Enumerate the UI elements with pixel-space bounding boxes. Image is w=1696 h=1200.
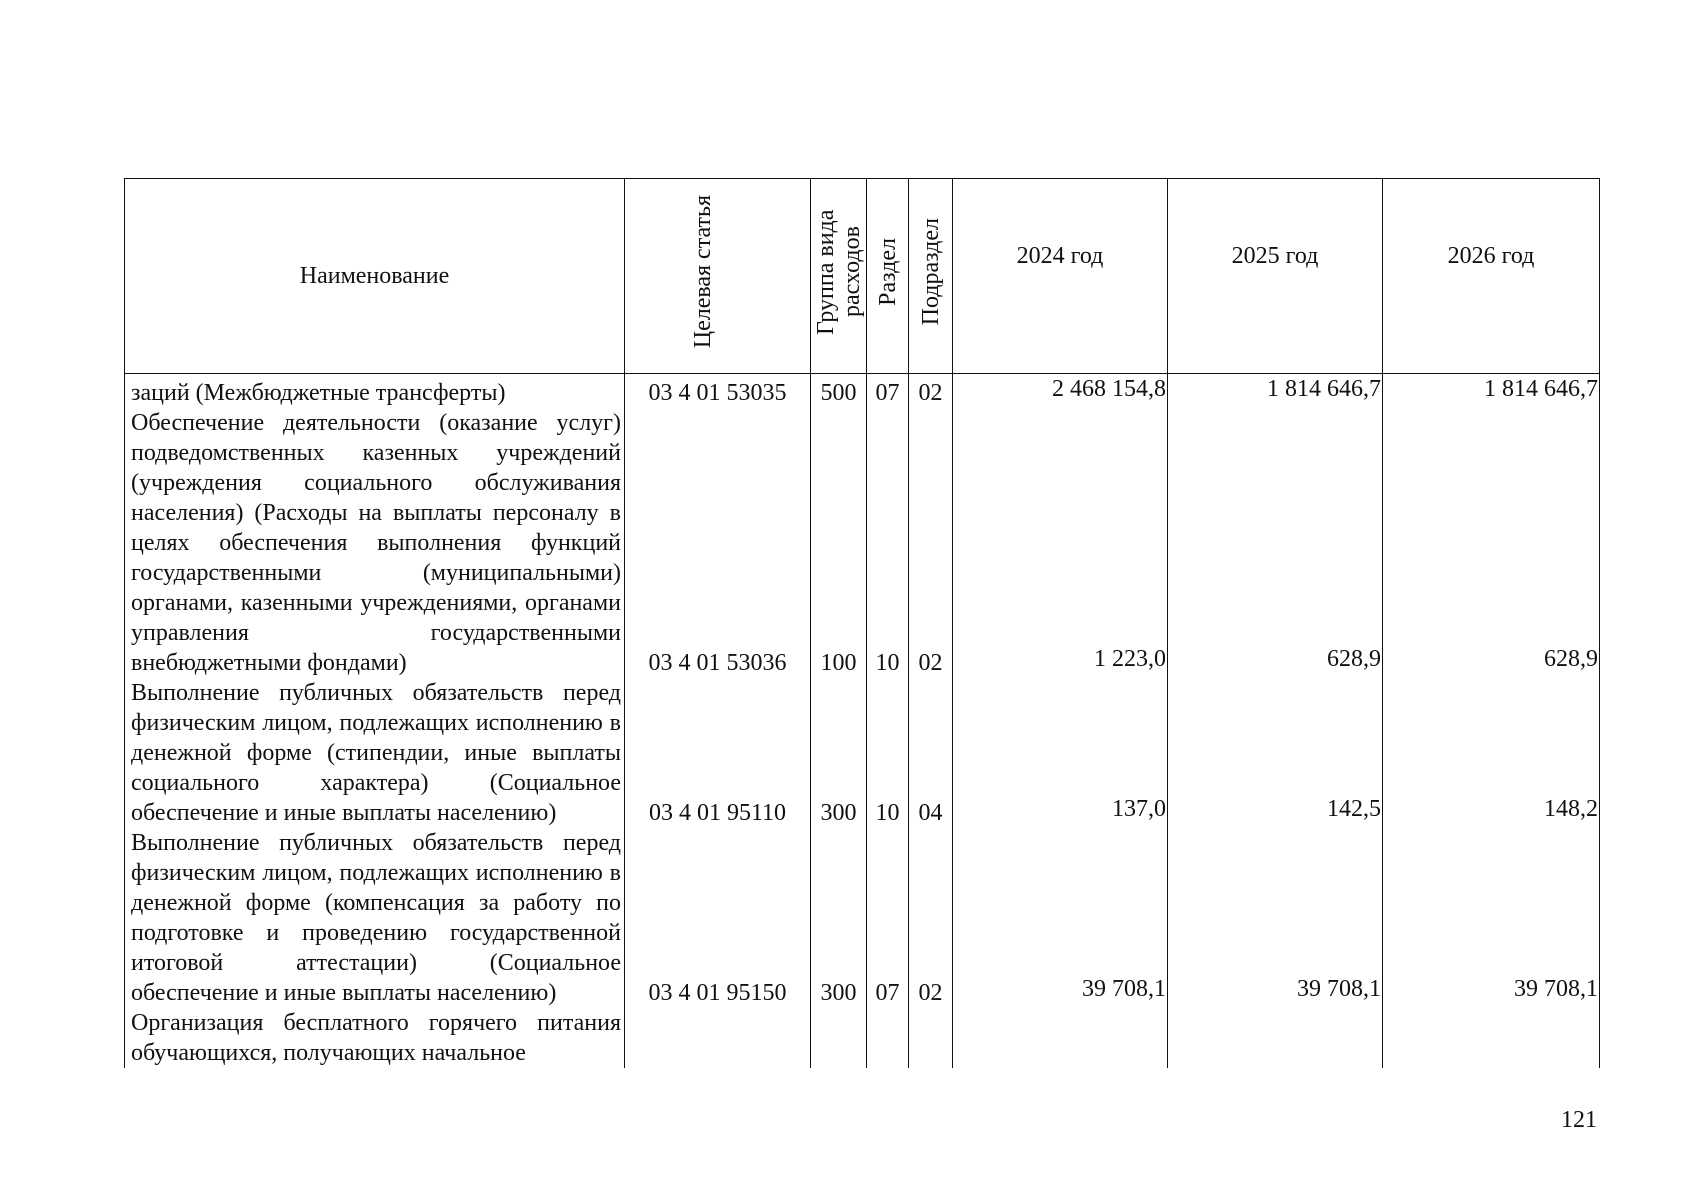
row-subsection: 02 xyxy=(909,374,953,409)
row-subsection: 02 xyxy=(909,408,953,678)
row-section: 10 xyxy=(867,678,909,828)
header-target-article: Целевая статья xyxy=(625,179,811,374)
row-target-article: 03 4 01 53036 xyxy=(625,408,811,678)
row-target-article xyxy=(625,1008,811,1068)
row-name: Выполнение публичных обязательств перед физическим лицом, подлежащих исполнению в денежной форме (компенсация за работу по подготовке и проведению государственной итоговой аттестации) (Социальное обеспечение и иные выплаты населению) xyxy=(125,828,625,1008)
row-value-2024 xyxy=(953,1008,1168,1068)
row-subsection: 02 xyxy=(909,828,953,1008)
row-value-2025: 142,5 xyxy=(1168,678,1383,828)
row-value-2026: 628,9 xyxy=(1383,408,1600,678)
row-value-2024: 2 468 154,8 xyxy=(953,374,1168,409)
row-expense-group: 100 xyxy=(811,408,867,678)
row-target-article: 03 4 01 95110 xyxy=(625,678,811,828)
row-value-2026: 1 814 646,7 xyxy=(1383,374,1600,409)
row-section: 07 xyxy=(867,374,909,409)
row-section xyxy=(867,1008,909,1068)
row-expense-group: 500 xyxy=(811,374,867,409)
table-row xyxy=(125,678,1600,828)
row-value-2025 xyxy=(1168,1008,1383,1068)
row-value-2024: 137,0 xyxy=(953,678,1168,828)
row-value-2025: 628,9 xyxy=(1168,408,1383,678)
page-number: 121 xyxy=(1561,1107,1597,1133)
header-2024: 2024 год xyxy=(953,179,1168,374)
row-name: заций (Межбюджетные трансферты) xyxy=(125,374,625,409)
table-header-row xyxy=(125,179,1600,374)
table-row xyxy=(125,1008,1600,1068)
row-value-2026: 39 708,1 xyxy=(1383,828,1600,1008)
header-subsection: Подраздел xyxy=(909,179,953,374)
row-value-2024: 39 708,1 xyxy=(953,828,1168,1008)
header-expense-group: Группа вида расходов xyxy=(811,179,867,374)
row-expense-group: 300 xyxy=(811,828,867,1008)
row-name: Организация бесплатного горячего питания обучающихся, получающих начальное xyxy=(125,1008,625,1068)
budget-table xyxy=(124,178,1600,1068)
row-target-article: 03 4 01 95150 xyxy=(625,828,811,1008)
header-2026: 2026 год xyxy=(1383,179,1600,374)
row-value-2026: 148,2 xyxy=(1383,678,1600,828)
header-name: Наименование xyxy=(125,179,625,374)
row-expense-group: 300 xyxy=(811,678,867,828)
row-subsection xyxy=(909,1008,953,1068)
row-value-2026 xyxy=(1383,1008,1600,1068)
row-name: Выполнение публичных обязательств перед физическим лицом, подлежащих исполнению в денежной форме (стипендии, иные выплаты социального характера) (Социальное обеспечение и иные выплаты населению) xyxy=(125,678,625,828)
table-row xyxy=(125,374,1600,409)
row-expense-group xyxy=(811,1008,867,1068)
table-row xyxy=(125,828,1600,1008)
row-value-2024: 1 223,0 xyxy=(953,408,1168,678)
row-section: 10 xyxy=(867,408,909,678)
header-section: Раздел xyxy=(867,179,909,374)
row-section: 07 xyxy=(867,828,909,1008)
row-value-2025: 1 814 646,7 xyxy=(1168,374,1383,409)
row-subsection: 04 xyxy=(909,678,953,828)
row-target-article: 03 4 01 53035 xyxy=(625,374,811,409)
header-2025: 2025 год xyxy=(1168,179,1383,374)
table-row xyxy=(125,408,1600,678)
row-name: Обеспечение деятельности (оказание услуг) подведомственных казенных учреждений (учреждения социального обслуживания населения) (Расходы на выплаты персоналу в целях обеспечения выполнения функций государственными (муниципальными) органами, казенными учреждениями, органами управления государственными внебюджетными фондами) xyxy=(125,408,625,678)
row-value-2025: 39 708,1 xyxy=(1168,828,1383,1008)
